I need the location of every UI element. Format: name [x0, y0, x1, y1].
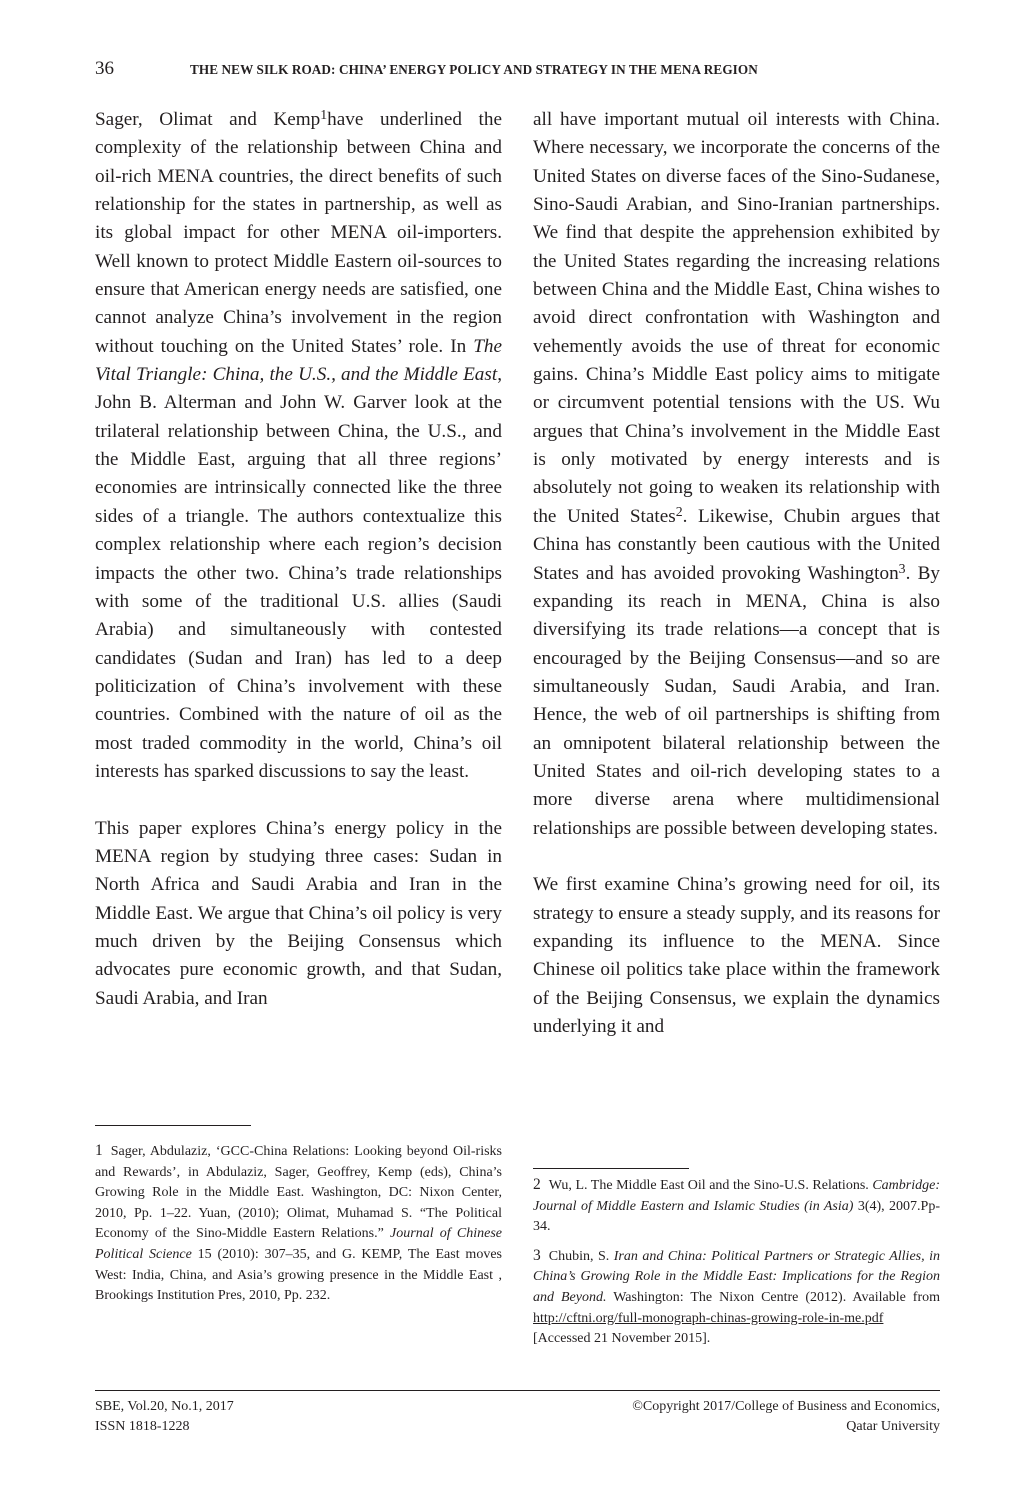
footnote-1 — [95, 1141, 502, 1307]
text-span: all have important mutual oil interests with China. Where necessary, we incorporate the concerns of the United States on diverse faces of the Sino-Sudanese, Sino-Saudi Arabian, and Sino-Iranian partnerships. We find that despite the apprehension exhibited by the United States regarding the increasing relations between China and the Middle East, China wishes to avoid direct confrontation with Washington and vehemently avoids the use of threat for economic gains. China’s Middle East policy aims to mitigate or circumvent potential tensions with the US. Wu argues that China’s involvement in the Middle East is only motivated by energy interests and is absolutely not going to weaken its relationship with the United States — [533, 109, 940, 527]
source-url-link[interactable]: http://cftni.org/full-monograph-chinas-growing-role-in-me.pdf — [533, 1310, 884, 1326]
footnote-mark: 2 — [533, 1176, 541, 1193]
footnote-mark: 3 — [533, 1246, 541, 1264]
text-span: 15 (2010): 307–35, and G. KEMP, The East moves West: India, China, and Asia’s growing presence in the Middle East , Brookings Institution Pres, 2010, Pp. 232. — [95, 1246, 502, 1304]
university: Qatar University — [846, 1419, 940, 1434]
paragraph — [95, 106, 502, 786]
footnotes-right — [533, 1175, 940, 1350]
page-number: 36 — [95, 58, 114, 79]
paragraph: We first examine China’s growing need for oil, its strategy to ensure a steady supply, and its reasons for expanding its influence to the MENA. Since Chinese oil politics take place within the framework of the Beijing Consensus, we explain the dynamics underlying it and — [533, 874, 940, 1037]
text-span: [Accessed 21 November 2015]. — [533, 1331, 711, 1347]
footer-right — [632, 1397, 940, 1437]
running-title: THE NEW SILK ROAD: CHINA’ ENERGY POLICY AND STRATEGY IN THE MENA REGION — [190, 62, 758, 77]
footnote-ref-2[interactable]: 2 — [675, 503, 683, 519]
footnote-divider — [533, 1168, 689, 1169]
issn: ISSN 1818-1228 — [95, 1419, 190, 1434]
right-column — [533, 106, 940, 1041]
footnote-2 — [533, 1175, 940, 1238]
page-header — [95, 58, 939, 80]
text-span: Sager, Abdulaziz, ‘GCC-China Relations: Looking beyond Oil-risks and Rewards’, in Abdulaziz, Sager, Geoffrey, Kemp (eds), China’s Growing Role in the Middle East. Washington, DC: Nixon Center, 2010, Pp. 1–22. Yuan, (2010); Olimat, Muhamad S. “The Political Economy of the Sino-Middle Eastern Relations.” — [95, 1144, 502, 1242]
footnote-3 — [533, 1246, 940, 1350]
journal-volume: SBE, Vol.20, No.1, 2017 — [95, 1399, 234, 1414]
text-span: , John B. Alterman and John W. Garver look at the trilateral relationship between China, the U.S., and the Middle East, arguing that all three regions’ economies are intrinsically connected like the three sides of a triangle. The authors contextualize this complex relationship where each region’s decision impacts the other two. China’s trade relationships with some of the traditional U.S. allies (Saudi Arabia) and simultaneously with contested candidates (Sudan and Iran) has led to a deep politicization of China’s involvement with these countries. Combined with the nature of oil as the most traded commodity in the world, China’s oil interests has sparked discussions to say the least. — [95, 364, 502, 782]
text-span: Wu, L. The Middle East Oil and the Sino-U.S. Relations. — [548, 1178, 873, 1193]
text-span: . By expanding its reach in MENA, China is also diversifying its trade relations—a concept that is encouraged by the Beijing Consensus—and so are simultaneously Sudan, Saudi Arabia, and Iran. Hence, the web of oil partnerships is shifting from an omnipotent bilateral relationship between the United States and oil-rich developing states to a more diverse arena where multidimensional relationships are possible between developing states. — [533, 562, 940, 839]
journal-title: Cambridge: Journal of Middle Eastern and Islamic Studies (in Asia) — [533, 1178, 940, 1214]
footer-divider — [95, 1390, 940, 1391]
copyright: ©Copyright 2017/College of Business and Economics, — [632, 1399, 940, 1414]
footnotes-left — [95, 1141, 502, 1307]
left-column — [95, 106, 502, 1013]
book-title: The Vital Triangle: China, the U.S., and the Middle East — [95, 335, 502, 386]
paragraph — [533, 106, 940, 843]
footnote-ref-1[interactable]: 1 — [320, 106, 328, 122]
text-span: . Likewise, Chubin argues that China has constantly been cautious with the United States and has avoided provoking Washington — [533, 505, 940, 584]
footer-left — [95, 1397, 234, 1437]
text-span: Chubin, S. — [548, 1248, 614, 1264]
text-span: have underlined the complexity of the relationship between China and oil-rich MENA countries, the direct benefits of such relationship for the states in partnership, as well as its global impact for other MENA oil-importers. Well known to protect Middle Eastern oil-sources to ensure that American energy needs are satisfied, one cannot analyze China’s involvement in the region without touching on the United States’ role. In — [95, 109, 502, 357]
text-span: Sager, Olimat and Kemp — [95, 109, 321, 130]
journal-title: Journal of Chinese Political Science — [95, 1226, 502, 1262]
paragraph: This paper explores China’s energy policy in the MENA region by studying three cases: Sudan in North Africa and Saudi Arabia and Iran in the Middle East. We argue that China’s oil policy is very much driven by the Beijing Consensus which advocates pure economic growth, and that Sudan, Saudi Arabia, and Iran — [95, 817, 502, 1009]
footnote-ref-3[interactable]: 3 — [898, 560, 906, 576]
footnote-divider — [95, 1125, 251, 1126]
text-span: Washington: The Nixon Centre (2012). Available from — [606, 1289, 940, 1305]
text-span: 3(4), 2007.Pp-34. — [533, 1198, 940, 1235]
footnote-mark: 1 — [95, 1142, 103, 1159]
chapter-title: Iran and China: Political Partners or Strategic Allies, in China’s Growing Role in the Middle East: Implications for the Region and Beyond. — [533, 1248, 940, 1305]
